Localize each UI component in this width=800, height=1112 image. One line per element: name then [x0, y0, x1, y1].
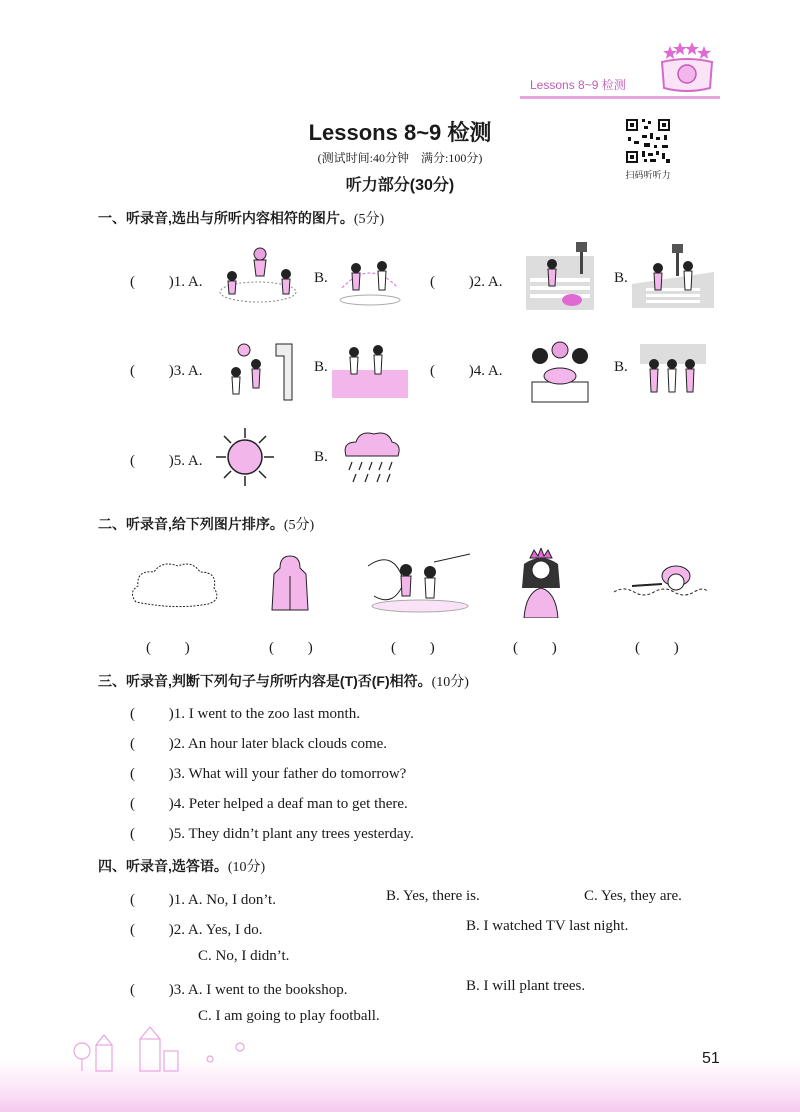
- q3-option-b[interactable]: B. I will plant trees.: [466, 978, 586, 994]
- tf-sentence-3[interactable]: ( )3. What will your father do tomorrow?: [130, 766, 407, 782]
- castle-decoration-icon: [70, 1025, 250, 1075]
- q1-option-a[interactable]: ( )1. A. No, I don’t.: [130, 892, 276, 908]
- page-title: Lessons 8~9 检测: [308, 120, 492, 145]
- q1-option-b[interactable]: B. Yes, there is.: [386, 888, 480, 904]
- part3-heading: [98, 671, 469, 691]
- kids-skipping-picture[interactable]: [332, 248, 408, 308]
- section-title: 听力部分(30分): [345, 177, 455, 194]
- rain-cloud-icon[interactable]: [338, 428, 404, 490]
- header-tag: Lessons 8~9 检测: [530, 78, 626, 92]
- page-number: 51: [702, 1050, 720, 1067]
- tf-sentence-5[interactable]: ( )5. They didn’t plant any trees yesterday.: [130, 826, 414, 842]
- q1-b-label[interactable]: B.: [314, 270, 328, 286]
- kids-playing-picture[interactable]: [216, 242, 300, 306]
- part1-heading-text: 一、听录音,选出与所听内容相符的图片。: [98, 210, 354, 226]
- q4-label[interactable]: ( )4. A.: [430, 363, 503, 379]
- part4-points: (10分): [227, 860, 266, 875]
- order-blank-5[interactable]: ( ): [635, 640, 679, 656]
- q5-label[interactable]: ( )5. A.: [130, 453, 203, 469]
- test-meta: (测试时间:40分钟 满分:100分): [317, 151, 483, 165]
- part4-heading-text: 四、听录音,选答语。: [98, 858, 228, 874]
- q2-option-a[interactable]: ( )2. A. Yes, I do.: [130, 922, 263, 938]
- qr-label: 扫码听听力: [625, 170, 671, 180]
- tf-sentence-2[interactable]: ( )2. An hour later black clouds come.: [130, 736, 388, 752]
- q1-label[interactable]: ( )1. A.: [130, 274, 203, 290]
- q4-b-label[interactable]: B.: [614, 359, 628, 375]
- qr-code-icon[interactable]: [624, 117, 672, 165]
- kids-skipping-rope-picture[interactable]: [364, 552, 472, 614]
- part2-points: (5分): [283, 518, 315, 533]
- part1-points: (5分): [353, 212, 385, 227]
- crossing-road-picture[interactable]: [526, 242, 594, 310]
- q2-b-label[interactable]: B.: [614, 270, 628, 286]
- q1-option-c[interactable]: C. Yes, they are.: [584, 888, 682, 904]
- header-rule: [520, 96, 720, 99]
- kids-crosswalk-picture[interactable]: [632, 244, 714, 308]
- swimmer-picture[interactable]: [612, 558, 708, 610]
- brand-logo: [656, 38, 718, 96]
- part2-heading: [98, 514, 314, 534]
- part2-heading-text: 二、听录音,给下列图片排序。: [98, 516, 284, 532]
- sun-icon[interactable]: [214, 426, 276, 488]
- girls-standing-picture[interactable]: [640, 344, 706, 398]
- q2-option-c[interactable]: C. No, I didn’t.: [198, 948, 290, 964]
- q5-b-label[interactable]: B.: [314, 449, 328, 465]
- raincoat-icon[interactable]: [270, 554, 310, 618]
- order-blank-2[interactable]: ( ): [269, 640, 313, 656]
- tf-sentence-4[interactable]: ( )4. Peter helped a deaf man to get there.: [130, 796, 408, 812]
- q2-label[interactable]: ( )2. A.: [430, 274, 503, 290]
- q3-option-c[interactable]: C. I am going to play football.: [198, 1008, 380, 1024]
- part1-heading: [98, 208, 384, 228]
- q3-option-a[interactable]: ( )3. A. I went to the bookshop.: [130, 982, 348, 998]
- q3-label[interactable]: ( )3. A.: [130, 363, 203, 379]
- birthday-party-picture[interactable]: [524, 336, 596, 404]
- princess-icon[interactable]: [516, 548, 566, 618]
- basketball-picture[interactable]: [222, 334, 300, 402]
- kids-walking-picture[interactable]: [332, 340, 408, 398]
- cloud-icon[interactable]: [126, 558, 222, 614]
- part3-heading-text: 三、听录音,判断下列句子与所听内容是(T)否(F)相符。: [98, 673, 432, 689]
- q2-option-b[interactable]: B. I watched TV last night.: [466, 918, 629, 934]
- part3-points: (10分): [431, 675, 469, 690]
- tf-sentence-1[interactable]: ( )1. I went to the zoo last month.: [130, 706, 360, 722]
- part4-heading: [98, 856, 265, 876]
- order-blank-3[interactable]: ( ): [391, 640, 435, 656]
- order-blank-4[interactable]: ( ): [513, 640, 557, 656]
- q3-b-label[interactable]: B.: [314, 359, 328, 375]
- order-blank-1[interactable]: ( ): [146, 640, 190, 656]
